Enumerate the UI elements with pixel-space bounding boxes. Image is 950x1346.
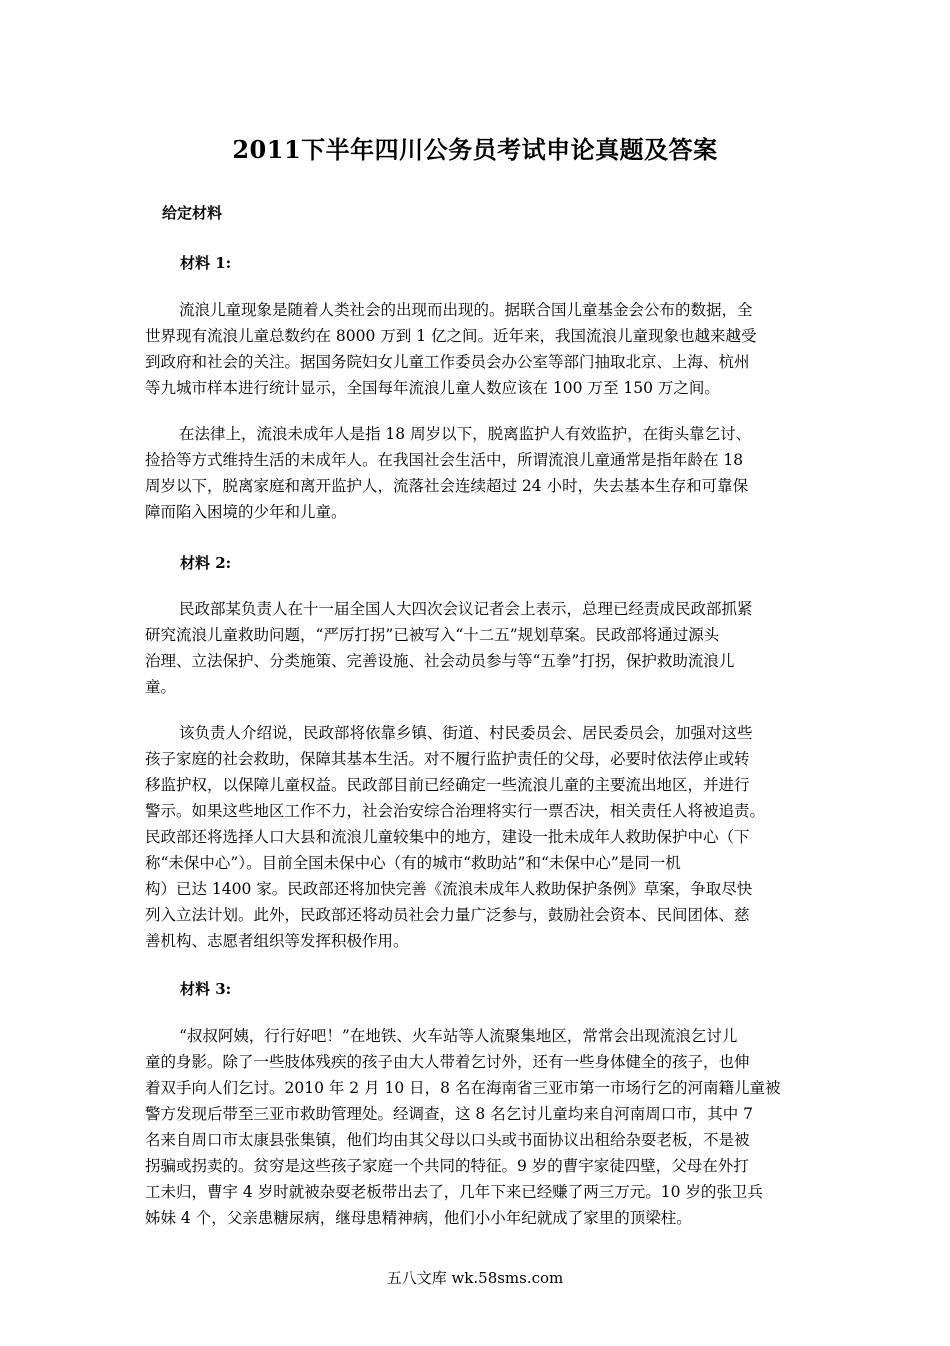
paragraph-line: 工未归，曹宇 4 岁时就被杂耍老板带出去了，几年下来已经赚了两三万元。10 岁的张卫兵 [145,1183,763,1201]
material-1-paragraph-2 [145,421,805,525]
paragraph-line: 童的身影。除了一些肢体残疾的孩子由大人带着乞讨外，还有一些身体健全的孩子，也伸 [145,1053,750,1071]
paragraph-line: 在法律上，流浪未成年人是指 18 周岁以下，脱离监护人有效监护，在街头靠乞讨、 [179,425,752,443]
paragraph-line: 名来自周口市太康县张集镇，他们均由其父母以口头或书面协议出租给杂耍老板，不是被 [145,1131,750,1149]
paragraph-line: 构）已达 1400 家。民政部还将加快完善《流浪未成年人救助保护条例》草案，争取尽快 [145,880,753,898]
paragraph-line: 警方发现后带至三亚市救助管理处。经调查，这 8 名乞讨儿童均来自河南周口市，其中 7 [145,1105,754,1123]
material-1-paragraph-1 [145,297,805,401]
material-3-heading: 材料 3: [180,980,232,998]
paragraph-line: 移监护权，以保障儿童权益。民政部目前已经确定一些流浪儿童的主要流出地区，并进行 [145,776,750,794]
page-footer: 五八文库 wk.58sms.com [386,1269,564,1287]
paragraph-line: 孩子家庭的社会救助，保障其基本生活。对不履行监护责任的父母，必要时依法停止或转 [145,750,750,768]
paragraph-line: 列入立法计划。此外，民政部还将动员社会力量广泛参与，鼓励社会资本、民间团体、慈 [145,906,750,924]
paragraph-line: 世界现有流浪儿童总数约在 8000 万到 1 亿之间。近年来，我国流浪儿童现象也越来越受 [145,327,757,345]
document-title: 2011下半年四川公务员考试申论真题及答案 [232,135,718,164]
paragraph-line: 民政部某负责人在十一届全国人大四次会议记者会上表示，总理已经责成民政部抓紧 [179,600,753,618]
paragraph-line: 研究流浪儿童救助问题，“严厉打拐”已被写入“十二五”规划草案。民政部将通过源头 [145,626,720,644]
paragraph-line: 该负责人介绍说，民政部将依靠乡镇、街道、村民委员会、居民委员会，加强对这些 [179,724,753,742]
paragraph-line: 着双手向人们乞讨。2010 年 2 月 10 日，8 名在海南省三亚市第一市场行乞的河南籍儿童被 [145,1079,781,1097]
paragraph-line: 治理、立法保护、分类施策、完善设施、社会动员参与等“五拳”打拐，保护救助流浪儿 [145,652,735,670]
material-1-heading: 材料 1: [180,254,232,272]
paragraph-line: 善机构、志愿者组织等发挥积极作用。 [145,932,409,950]
paragraph-line: 姊妹 4 个，父亲患糖尿病，继母患精神病，他们小小年纪就成了家里的顶梁柱。 [145,1209,692,1227]
material-2-paragraph-1 [145,596,805,700]
paragraph-line: 警示。如果这些地区工作不力，社会治安综合治理将实行一票否决，相关责任人将被追责。 [145,802,766,820]
paragraph-line: 到政府和社会的关注。据国务院妇女儿童工作委员会办公室等部门抽取北京、上海、杭州 [145,353,750,371]
material-3-paragraph-1 [145,1023,805,1231]
paragraph-line: 捡拾等方式维持生活的未成年人。在我国社会生活中，所谓流浪儿童通常是指年龄在 18 [145,451,744,469]
paragraph-line: 等九城市样本进行统计显示，全国每年流浪儿童人数应该在 100 万至 150 万之间。 [145,379,720,397]
material-2-paragraph-2 [145,720,805,954]
paragraph-line: “叔叔阿姨，行行好吧！”在地铁、火车站等人流聚集地区，常常会出现流浪乞讨儿 [179,1027,738,1045]
paragraph-line: 称“未保中心”）。目前全国未保中心（有的城市“救助站”和“未保中心”是同一机 [145,854,681,872]
paragraph-line: 拐骗或拐卖的。贫穷是这些孩子家庭一个共同的特征。9 岁的曹宇家徒四壁，父母在外打 [145,1157,749,1175]
paragraph-line: 童。 [145,678,177,696]
paragraph-line: 民政部还将选择人口大县和流浪儿童较集中的地方，建设一批未成年人救助保护中心（下 [145,828,750,846]
section-heading: 给定材料 [162,204,223,222]
paragraph-line: 流浪儿童现象是随着人类社会的出现而出现的。据联合国儿童基金会公布的数据，全 [179,301,753,319]
paragraph-line: 障而陷入困境的少年和儿童。 [145,503,347,521]
material-2-heading: 材料 2: [180,554,232,572]
paragraph-line: 周岁以下，脱离家庭和离开监护人，流落社会连续超过 24 小时，失去基本生存和可靠保 [145,477,749,495]
